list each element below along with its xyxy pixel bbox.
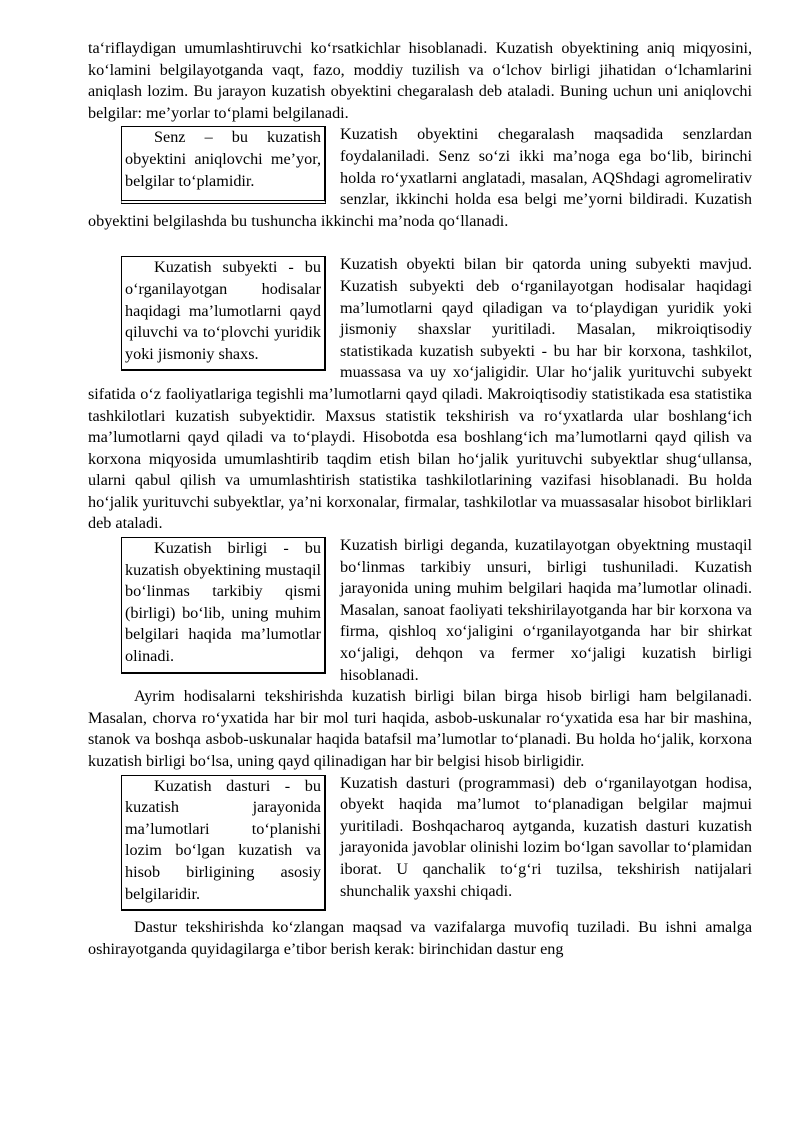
section-subyekt xyxy=(88,254,752,535)
paragraph-ayrim: Ayrim hodisalarni tekshirishda kuzatish birligi bilan birga hisob birligi ham belgilanadi. Masalan, chorva ro‘yxatida har bir mol turi haqida, asbob-uskunalar ro‘yxatida esa har bir mashina, stanok va boshqa asbob-uskunalar haqida batafsil ma’lumotlar to‘planadi. Bu holda ho‘jalik, korxona kuzatish birligi bo‘lsa, uning qayd qilinadigan har bir belgisi hisob birligidir. xyxy=(88,687,752,770)
definition-box-birlik: Kuzatish birligi - bu kuzatish obyektining mustaqil bo‘linmas tarkibiy qismi (birligi) bo‘lib, uning muhim belgilari haqida ma’lumotlar olinadi. xyxy=(121,537,326,674)
definition-box-dastur: Kuzatish dasturi - bu kuzatish jarayonida ma’lumotlari to‘planishi lozim bo‘lgan kuzatish va hisob birligining asosiy belgilaridir. xyxy=(121,775,326,912)
paragraph-dastur: Kuzatish dasturi (programmasi) deb o‘rganilayotgan hodisa, obyekt haqida ma’lumot to‘planadigan belgilar majmui yuritiladi. Boshqacharoq aytganda, kuzatish dasturi kuzatish jarayonida javoblar olinishi lozim bo‘lgan savollar to‘plamidan iborat. U qanchalik to‘g‘ri tuzilsa, tekshirish natijalari shunchalik yaxshi chiqadi. xyxy=(340,773,752,900)
section-dastur xyxy=(88,773,752,903)
paragraph-intro: ta‘riflaydigan umumlashtiruvchi ko‘rsatkichlar hisoblanadi. Kuzatish obyektining aniq miqyosini, ko‘lamini belgilayotganda vaqt, fazo, moddiy tuzilish va o‘lchov birligi jihatidan o‘lchamlarini aniqlash lozim. Bu jarayon kuzatish obyektini chegaralash deb ataladi. Buning uchun uni aniqlovchi belgilar: me’yorlar to‘plami belgilanadi. xyxy=(88,39,752,122)
definition-box-subyekt: Kuzatish subyekti - bu o‘rganilayotgan hodisalar haqidagi ma’lumotlarni qayd qiluvchi va to‘plovchi yuridik yoki jismoniy shaxs. xyxy=(121,256,326,371)
definition-box-senz: Senz – bu kuzatish obyektini aniqlovchi me’yor, belgilar to‘plamidir. xyxy=(121,126,326,204)
paragraph-subyekt: Kuzatish obyekti bilan bir qatorda uning subyekti mavjud. Kuzatish subyekti deb o‘rganilayotgan hodisalar haqidagi ma’lumotlarni qayd qiladigan va to‘playdigan yuridik yoki jismoniy shaxslar yuritiladi. Masalan, mikroiqtisodiy statistikada kuzatish subyekti - bu har bir korxona, tashkilot, muassasa va uy xo‘jaligidir. Ular ho‘jalik yurituvchi subyekt sifatida o‘z faoliyatlariga tegishli ma’lumotlarni qayd qiladi. Makroiqtisodiy statistikada esa statistika tashkilotlari kuzatish subyektidir. Maxsus statistik tekshirish va ro‘yxatlarda ular boshlang‘ich ma’lumotlarni qayd qiladi va to‘playdi. Hisobotda esa boshlang‘ich ma’lumotlarni qayd qilish va korxona miqyosida umumlashtirib taqdim etish bilan ho‘jalik yurituvchi subyektlar shug‘ullansa, ularni qabul qilish va umumlashtirish statistika tashkilotlarining vazifasi hisoblanadi. Bu holda ho‘jalik yurituvchi subyektlar, ya’ni korxonalar, firmalar, tashkilotlar va muassasalar hisobot birliklari deb ataladi. xyxy=(88,255,752,533)
paragraph-birlik: Kuzatish birligi deganda, kuzatilayotgan obyektning mustaqil bo‘linmas tarkibiy unsuri, birligi tushuniladi. Kuzatish jarayonida uning muhim belgilari haqida ma’lumotlar olinadi. Masalan, sanoat faoliyati tekshirilayotganda har bir korxona va firma, qishloq xo‘jaligini o‘rganilayotganda har bir shirkat xo‘jaligi, dehqon va fermer xo‘jaligi kuzatish birligi hisoblanadi. xyxy=(340,536,752,684)
document-page xyxy=(88,38,752,960)
section-senz xyxy=(88,124,752,232)
paragraph-senz: Kuzatish obyektini chegaralash maqsadida senzlardan foydalaniladi. Senz so‘zi ikki ma’noga ega bo‘lib, birinchi holda ro‘yxatlarni anglatadi, masalan, AQShdagi agromelirativ senzlar, ikkinchi holda esa belgi me’yorni bildiradi. Kuzatish obyektini belgilashda bu tushuncha ikkinchi ma’noda qo‘llanadi. xyxy=(88,125,752,230)
section-birlik xyxy=(88,535,752,686)
paragraph-last: Dastur tekshirishda ko‘zlangan maqsad va vazifalarga muvofiq tuziladi. Bu ishni amalga oshirayotganda quyidagilarga e’tibor berish kerak: birinchidan dastur eng xyxy=(88,918,752,958)
spacer xyxy=(88,232,752,254)
